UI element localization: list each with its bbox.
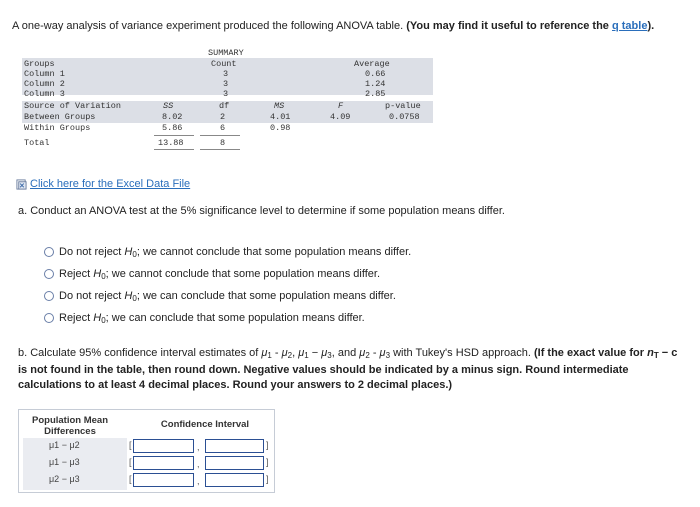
q-table-link[interactable]: q table [611,20,648,32]
group-count: 3 [223,69,229,79]
open-bracket: [ [129,457,132,467]
part-a-options [44,241,411,329]
within-groups-label: Within Groups [24,123,91,133]
group-count: 3 [223,89,229,99]
total-label: Total [24,138,50,148]
group-count: 3 [223,79,229,89]
confidence-interval-header: Confidence Interval [160,419,250,430]
open-bracket: [ [129,440,132,450]
radio-button[interactable] [44,247,54,257]
df-total-underline [200,149,240,150]
intro-hint [406,20,654,32]
excel-file-icon [16,179,27,190]
option-1[interactable] [44,241,411,263]
ci-row [19,438,274,455]
group-name: Column 2 [24,79,65,89]
between-df: 2 [220,112,226,122]
part-b-question: b. Calculate 95% confidence interval estimates of $\mu_1 - \mu_2$, $\mu_1 - \mu_3$, and $\mu_2 - \mu_3$ with Tukey's HSD approach. (If the exact value for $n_T - c$ is not found in the table, then round down. Negative values should be indicated by a minus sign. Round intermediate calculations to at least 4 decimal places. Round your answers to 2 decimal places.) [18,347,678,391]
option-label: Reject $H_0$; we cannot conclude that some population means differ. [59,267,381,281]
f-header: F [338,101,344,111]
between-f: 4.09 [330,112,351,122]
ss-total-rule [154,135,194,136]
option-3[interactable] [44,285,411,307]
intro-text [12,20,654,32]
differences-header: Population Mean Differences [32,415,108,437]
confidence-interval-table [18,409,275,493]
row-label: μ1 − μ2 [49,440,80,450]
part-a-question: a. Conduct an ANOVA test at the 5% significance level to determine if some population means differ. [18,205,505,217]
df-header: df [219,101,230,111]
within-ms: 0.98 [270,123,291,133]
intro-hint-end: ). [647,20,655,32]
close-bracket: ] [266,457,269,467]
comma-separator: , [197,476,200,486]
group-average: 2.85 [365,89,386,99]
total-ss: 13.88 [158,138,184,148]
summary-label: SUMMARY [208,48,244,58]
upper-bound-input[interactable] [205,473,264,487]
between-ms: 4.01 [270,112,291,122]
group-average: 1.24 [365,79,386,89]
comma-separator: , [197,459,200,469]
open-bracket: [ [129,474,132,484]
group-average: 0.66 [365,69,386,79]
lower-bound-input[interactable] [133,439,194,453]
excel-file-row [16,178,190,190]
between-p-value: 0.0758 [389,112,420,122]
ss-header: SS [163,101,174,111]
radio-button[interactable] [44,291,54,301]
option-4[interactable] [44,307,411,329]
row-label: μ1 − μ3 [49,457,80,467]
count-header: Count [211,59,237,69]
intro-sentence: A one-way analysis of variance experiment produced the following ANOVA table. [12,20,404,32]
group-name: Column 3 [24,89,65,99]
ms-header: MS [274,101,285,111]
between-groups-label: Between Groups [24,112,96,122]
radio-button[interactable] [44,313,54,323]
groups-header: Groups [24,59,55,69]
within-ss: 5.86 [162,123,183,133]
option-label: Reject $H_0$; we can conclude that some population means differ. [59,311,365,325]
within-df: 6 [220,123,226,133]
option-label: Do not reject $H_0$; we cannot conclude that some population means differ. [59,245,412,259]
between-ss: 8.02 [162,112,183,122]
ss-total-underline [154,149,194,150]
close-bracket: ] [266,440,269,450]
ci-row [19,455,274,472]
group-name: Column 1 [24,69,65,79]
ci-row [19,472,274,489]
sov-header: Source of Variation [24,101,121,111]
radio-button[interactable] [44,269,54,279]
anova-table [22,48,450,158]
option-2[interactable] [44,263,411,285]
intro-hint-text: (You may find it useful to reference the [406,20,609,32]
upper-bound-input[interactable] [205,456,264,470]
lower-bound-input[interactable] [133,456,194,470]
excel-file-link[interactable]: Click here for the Excel Data File [30,178,191,190]
df-total-rule [200,135,240,136]
close-bracket: ] [266,474,269,484]
comma-separator: , [197,442,200,452]
lower-bound-input[interactable] [133,473,194,487]
total-df: 8 [220,138,226,148]
option-label: Do not reject $H_0$; we can conclude that some population means differ. [59,289,396,303]
row-label: μ2 − μ3 [49,474,80,484]
p-header: p-value [385,101,421,111]
upper-bound-input[interactable] [205,439,264,453]
average-header: Average [354,59,390,69]
